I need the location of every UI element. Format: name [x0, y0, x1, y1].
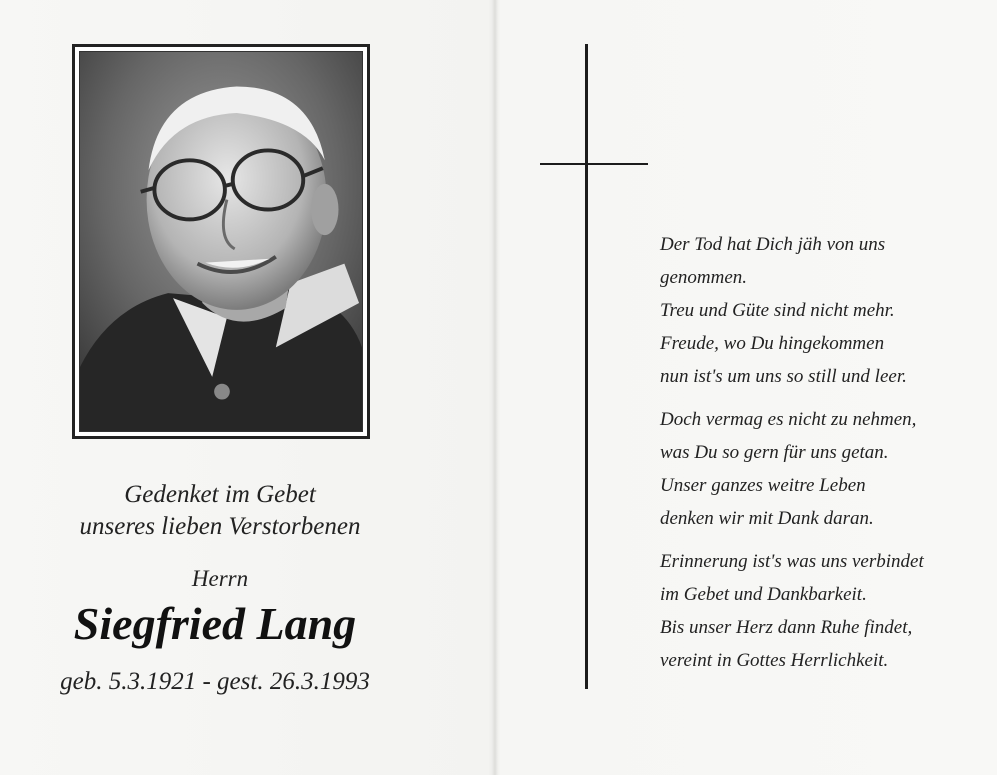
- poem-line: im Gebet und Dankbarkeit.: [660, 584, 867, 605]
- poem-stanza-2: [660, 403, 990, 535]
- poem-line: Doch vermag es nicht zu nehmen,: [660, 409, 917, 430]
- poem-line: denken wir mit Dank daran.: [660, 508, 874, 529]
- portrait-illustration: [80, 52, 362, 431]
- poem-line: Bis unser Herz dann Ruhe findet,: [660, 617, 913, 638]
- poem-line: Der Tod hat Dich jäh von uns: [660, 234, 886, 255]
- card-fold: [492, 0, 498, 775]
- deceased-name: Siegfried Lang: [73, 598, 357, 649]
- poem-line: was Du so gern für uns getan.: [660, 442, 889, 463]
- cross-horizontal-bar: [540, 163, 648, 165]
- poem-stanza-3: [660, 545, 990, 677]
- poem-stanza-1: [660, 228, 990, 393]
- poem-line: Treu und Güte sind nicht mehr.: [660, 300, 895, 321]
- poem-line: vereint in Gottes Herrlichkeit.: [660, 650, 889, 671]
- portrait-frame: [72, 44, 370, 439]
- poem-line: Unser ganzes weitre Leben: [660, 475, 866, 496]
- poem-line: Freude, wo Du hingekommen: [660, 333, 885, 354]
- memorial-line-1: Gedenket im Gebet: [124, 481, 316, 508]
- honorific: Herrn: [191, 566, 249, 591]
- memorial-line-2: unseres lieben Verstorbenen: [79, 513, 361, 540]
- poem: [660, 228, 990, 687]
- life-dates: geb. 5.3.1921 - gest. 26.3.1993: [60, 668, 370, 695]
- poem-line: nun ist's um uns so still und leer.: [660, 366, 907, 387]
- poem-line: genommen.: [660, 267, 748, 288]
- poem-line: Erinnerung ist's was uns verbindet: [660, 551, 924, 572]
- portrait-photo: [79, 51, 363, 432]
- cross-vertical-bar: [585, 44, 588, 689]
